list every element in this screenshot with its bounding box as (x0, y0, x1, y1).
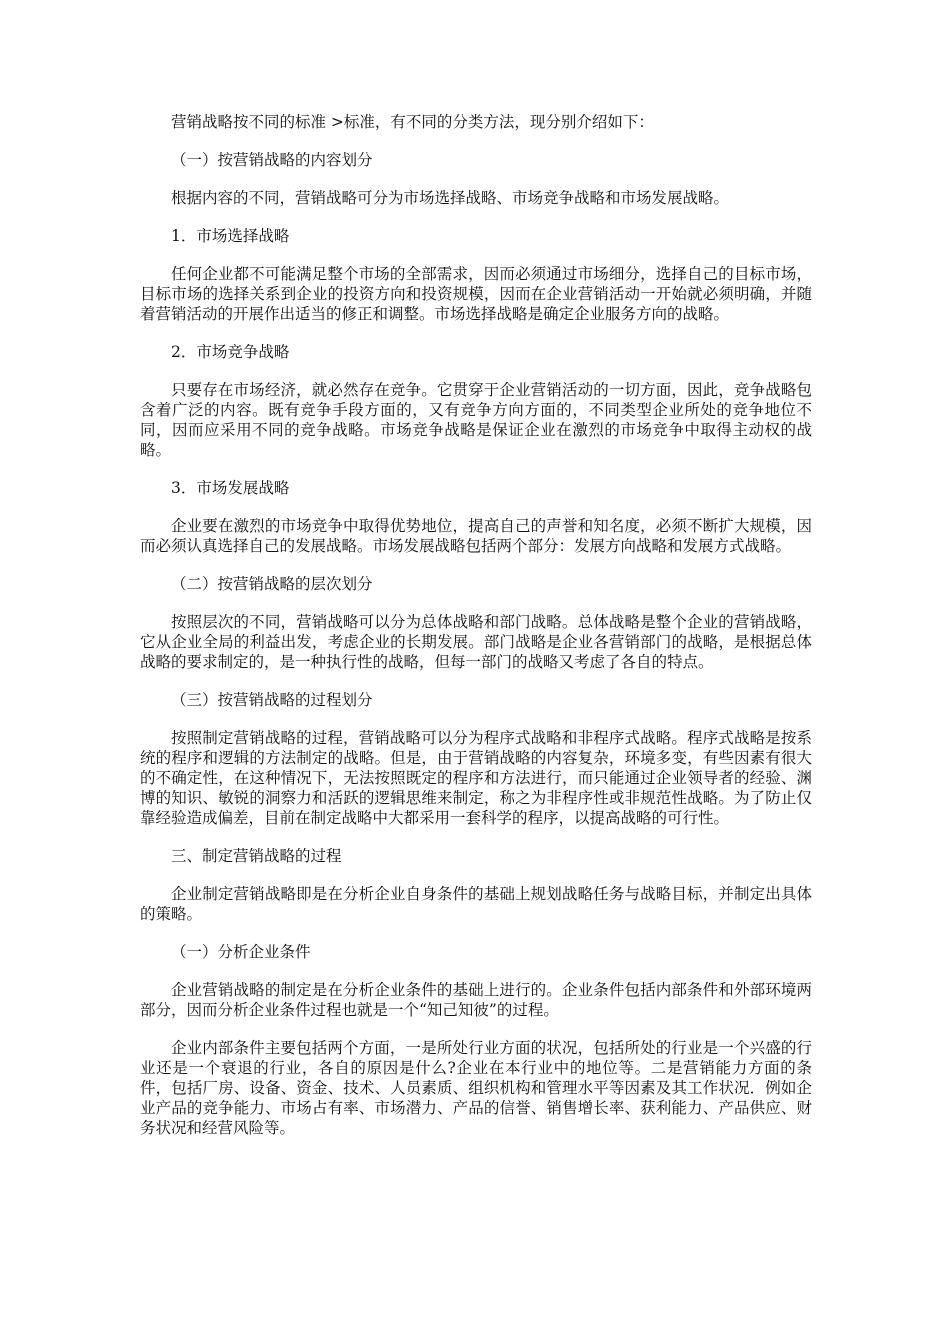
internal-conditions-paragraph: 企业内部条件主要包括两个方面，一是所处行业方面的状况，包括所处的行业是一个兴盛的行业还是一个衰退的行业，各自的原因是什么?企业在本行业中的地位等。二是营销能力方面的条件，包括厂房、设备、资金、技术、人员素质、组织机构和管理水平等因素及其工作状况．例如企业产品的竞争能力、市场占有率、市场潜力、产品的信誉、销售增长率、获利能力、产品供应、财务状况和经营风险等。 (140, 1039, 812, 1137)
section-heading-process-division: （三）按营销战略的过程划分 (171, 691, 373, 709)
market-competition-paragraph: 只要存在市场经济，就必然存在竞争。它贯穿于企业营销活动的一切方面，因此，竞争战略包含着广泛的内容。既有竞争手段方面的，又有竞争方向方面的，不同类型企业所处的竞争地位不同，因而应采用不同的竞争战略。市场竞争战略是保证企业在激烈的市场竞争中取得主动权的战略。 (140, 381, 812, 459)
strategy-process-paragraph: 企业制定营销战略即是在分析企业自身条件的基础上规划战略任务与战略目标，并制定出具体的策略。 (140, 885, 812, 923)
section-heading-analyze-conditions: （一）分析企业条件 (171, 943, 311, 961)
content-division-paragraph: 根据内容的不同，营销战略可分为市场选择战略、市场竞争战略和市场发展战略。 (171, 189, 730, 207)
section-heading-level-division: （二）按营销战略的层次划分 (171, 575, 373, 593)
chapter-heading-strategy-process: 三、制定营销战略的过程 (171, 847, 342, 865)
market-selection-paragraph: 任何企业都不可能满足整个市场的全部需求，因而必须通过市场细分，选择自己的目标市场，目标市场的选择关系到企业的投资方向和投资规模，因而在企业营销活动一开始就必须明确，并随着营销活动的开展作出适当的修正和调整。市场选择战略是确定企业服务方向的战略。 (140, 265, 812, 323)
intro-paragraph: 营销战略按不同的标准 >标准，有不同的分类方法，现分别介绍如下： (171, 113, 654, 131)
level-division-paragraph: 按照层次的不同，营销战略可以分为总体战略和部门战略。总体战略是整个企业的营销战略，它从企业全局的利益出发，考虑企业的长期发展。部门战略是企业各营销部门的战略，是根据总体战略的要求制定的，是一种执行性的战略，但每一部门的战略又考虑了各自的特点。 (140, 613, 812, 671)
process-division-paragraph: 按照制定营销战略的过程，营销战略可以分为程序式战略和非程序式战略。程序式战略是按系统的程序和逻辑的方法制定的战略。但是，由于营销战略的内容复杂，环境多变，有些因素有很大的不确定性，在这种情况下，无法按照既定的程序和方法进行，而只能通过企业领导者的经验、渊博的知识、敏锐的洞察力和活跃的逻辑思维来制定，称之为非程序性或非规范性战略。为了防止仅靠经验造成偏差，目前在制定战略中大都采用一套科学的程序，以提高战略的可行性。 (140, 729, 812, 827)
document-body (140, 112, 812, 1156)
analyze-conditions-paragraph: 企业营销战略的制定是在分析企业条件的基础上进行的。企业条件包括内部条件和外部环境两部分，因而分析企业条件过程也就是一个“知己知彼”的过程。 (140, 981, 812, 1019)
market-development-paragraph: 企业要在激烈的市场竞争中取得优势地位，提高自己的声誉和知名度，必须不断扩大规模，因而必须认真选择自己的发展战略。市场发展战略包括两个部分：发展方向战略和发展方式战略。 (140, 517, 812, 555)
section-heading-content-division: （一）按营销战略的内容划分 (171, 151, 373, 169)
subheading-market-selection: 1．市场选择战略 (171, 227, 290, 245)
subheading-market-development: 3．市场发展战略 (171, 479, 290, 497)
subheading-market-competition: 2．市场竞争战略 (171, 343, 290, 361)
